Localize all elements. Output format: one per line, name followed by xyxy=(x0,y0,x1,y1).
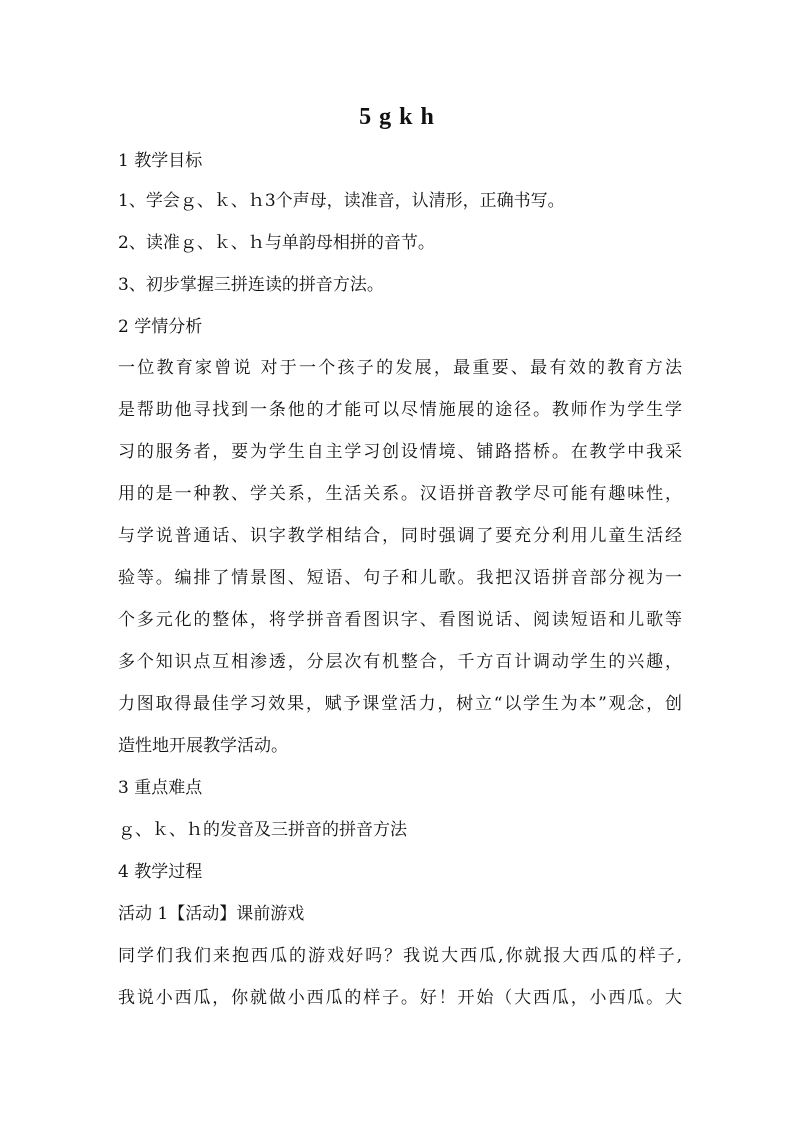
analysis-line: 习的服务者，要为学生自主学习创设情境、铺路搭桥。在教学中我采 xyxy=(118,442,682,462)
analysis-line: 造性地开展教学活动。 xyxy=(118,736,288,756)
section-heading-key-points: 3 重点难点 xyxy=(118,778,203,798)
section-heading-goals: 1 教学目标 xyxy=(118,151,203,171)
analysis-line: 个多元化的整体，将学拼音看图识字、看图说话、阅读短语和儿歌等 xyxy=(118,610,682,630)
activity-line: 我说小西瓜，你就做小西瓜的样子。好！开始（大西瓜，小西瓜。大 xyxy=(118,988,682,1008)
analysis-line: 是帮助他寻找到一条他的才能可以尽情施展的途径。教师作为学生学 xyxy=(118,400,682,420)
activity-line: 同学们我们来抱西瓜的游戏好吗？我说大西瓜,你就报大西瓜的样子, xyxy=(118,946,682,966)
analysis-line: 与学说普通话、识字教学相结合，同时强调了要充分利用儿童生活经 xyxy=(118,526,682,546)
analysis-line: 验等。编排了情景图、短语、句子和儿歌。我把汉语拼音部分视为一 xyxy=(118,568,682,588)
section-heading-analysis: 2 学情分析 xyxy=(118,317,203,337)
analysis-line: 用的是一种教、学关系，生活关系。汉语拼音教学尽可能有趣味性， xyxy=(118,484,682,504)
key-points-text: ｇ、ｋ、ｈ的发音及三拼音的拼音方法 xyxy=(118,820,407,840)
goal-item-3: 3、初步掌握三拼连读的拼音方法。 xyxy=(118,275,384,295)
goal-item-1: 1、学会ｇ、ｋ、ｈ3个声母，读准音，认清形，正确书写。 xyxy=(118,191,565,211)
analysis-line: 多个知识点互相渗透，分层次有机整合，千方百计调动学生的兴趣， xyxy=(118,652,682,672)
activity-heading: 活动 1【活动】课前游戏 xyxy=(118,904,305,924)
section-heading-process: 4 教学过程 xyxy=(118,862,203,882)
analysis-line: 力图取得最佳学习效果，赋予课堂活力，树立“以学生为本”观念，创 xyxy=(118,694,682,714)
analysis-line: 一位教育家曾说 对于一个孩子的发展，最重要、最有效的教育方法 xyxy=(118,358,682,378)
goal-item-2: 2、读准ｇ、ｋ、ｈ与单韵母相拼的音节。 xyxy=(118,233,435,253)
document-title: 5 g k h xyxy=(359,104,435,130)
